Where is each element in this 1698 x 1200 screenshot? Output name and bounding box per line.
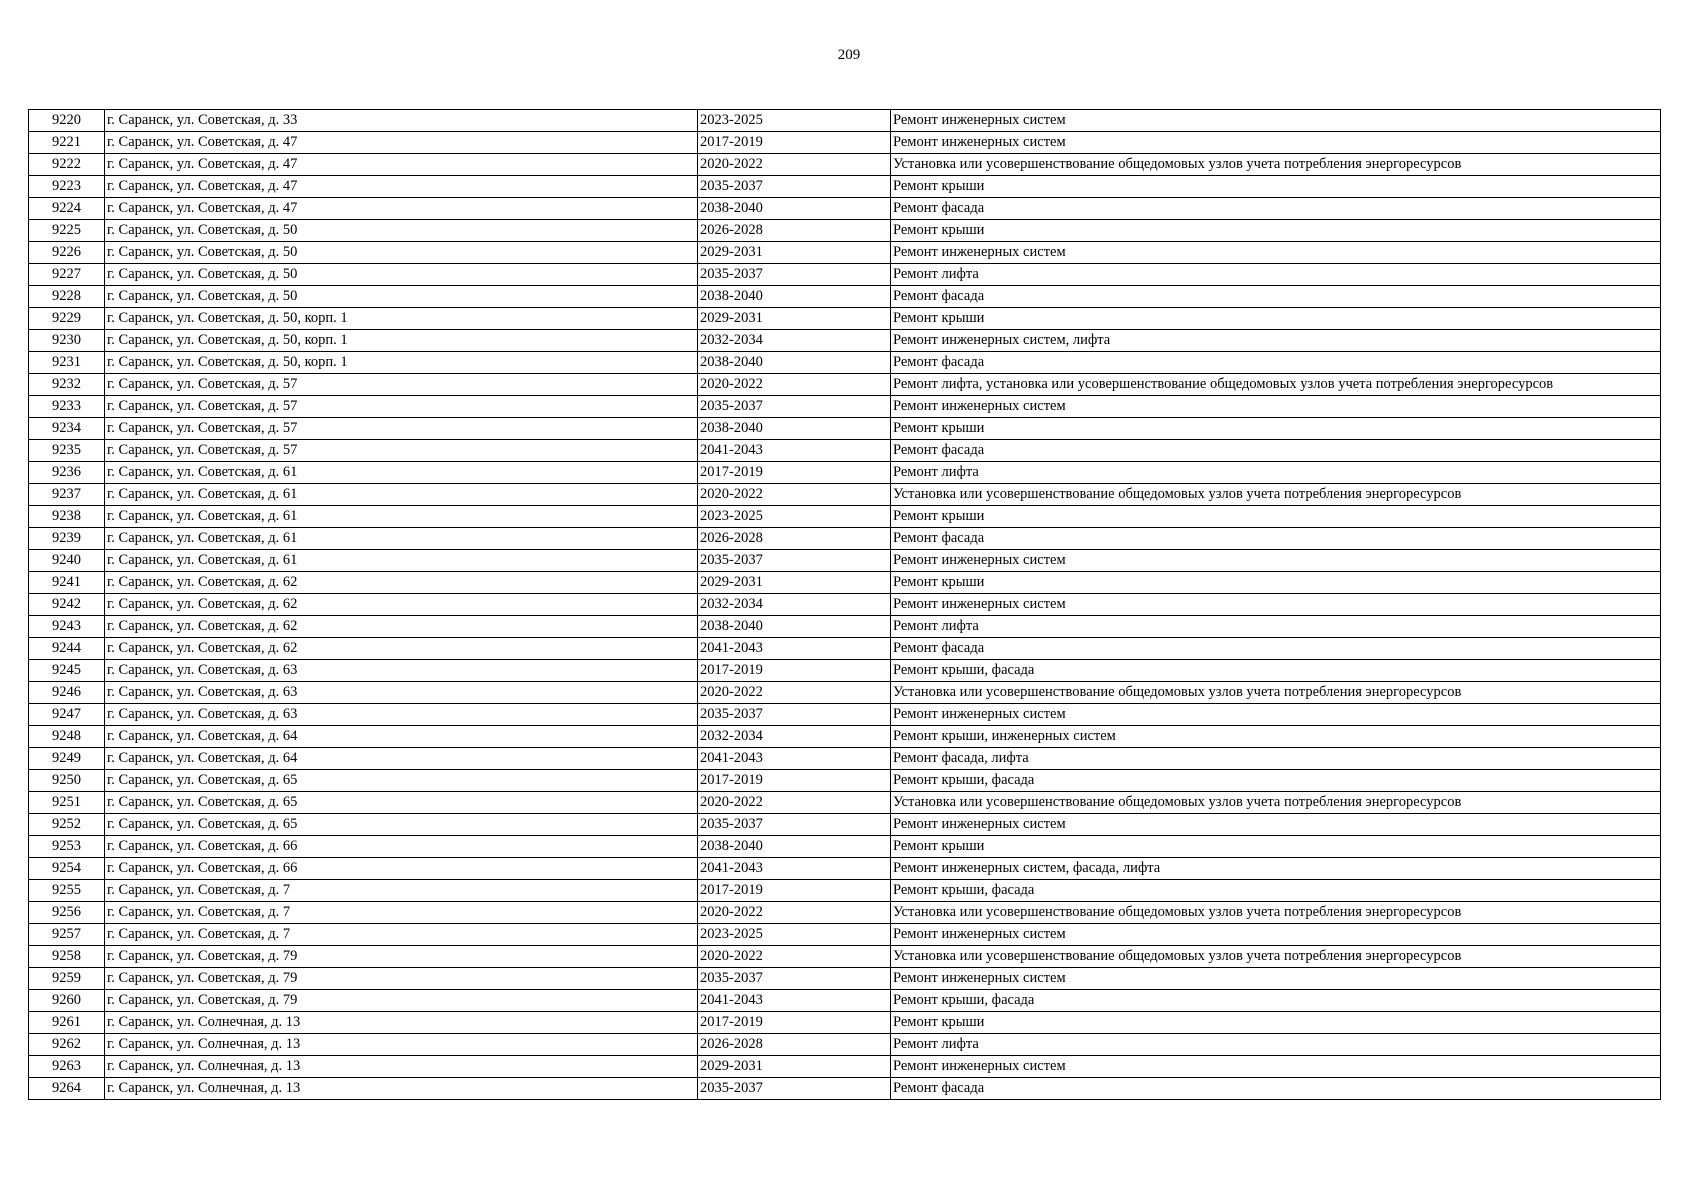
address-cell: г. Саранск, ул. Советская, д. 61 [105, 462, 698, 484]
table-row [29, 726, 1661, 748]
period-cell: 2026-2028 [698, 220, 891, 242]
work-type-cell: Ремонт инженерных систем [891, 242, 1661, 264]
address-cell: г. Саранск, ул. Советская, д. 66 [105, 836, 698, 858]
period-cell: 2041-2043 [698, 638, 891, 660]
table-row [29, 154, 1661, 176]
work-type-cell: Ремонт фасада [891, 286, 1661, 308]
table-row [29, 572, 1661, 594]
table-row [29, 814, 1661, 836]
period-cell: 2038-2040 [698, 836, 891, 858]
table-row [29, 792, 1661, 814]
table-row [29, 924, 1661, 946]
address-cell: г. Саранск, ул. Советская, д. 66 [105, 858, 698, 880]
work-type-cell: Ремонт фасада [891, 638, 1661, 660]
address-cell: г. Саранск, ул. Советская, д. 65 [105, 770, 698, 792]
work-type-cell: Ремонт крыши [891, 220, 1661, 242]
work-type-cell: Ремонт инженерных систем [891, 704, 1661, 726]
row-number-cell: 9231 [29, 352, 105, 374]
work-type-cell: Ремонт крыши [891, 1012, 1661, 1034]
work-type-cell: Ремонт инженерных систем [891, 968, 1661, 990]
work-type-cell: Ремонт крыши [891, 176, 1661, 198]
period-cell: 2020-2022 [698, 154, 891, 176]
address-cell: г. Саранск, ул. Советская, д. 57 [105, 440, 698, 462]
work-type-cell: Ремонт фасада [891, 1078, 1661, 1100]
address-cell: г. Саранск, ул. Советская, д. 61 [105, 528, 698, 550]
table-row [29, 176, 1661, 198]
row-number-cell: 9244 [29, 638, 105, 660]
table-row [29, 1034, 1661, 1056]
period-cell: 2020-2022 [698, 792, 891, 814]
address-cell: г. Саранск, ул. Советская, д. 63 [105, 682, 698, 704]
table-row [29, 308, 1661, 330]
address-cell: г. Саранск, ул. Советская, д. 50 [105, 264, 698, 286]
row-number-cell: 9263 [29, 1056, 105, 1078]
work-type-cell: Ремонт фасада [891, 198, 1661, 220]
period-cell: 2041-2043 [698, 748, 891, 770]
table-row [29, 462, 1661, 484]
period-cell: 2032-2034 [698, 594, 891, 616]
table-row [29, 264, 1661, 286]
address-cell: г. Саранск, ул. Советская, д. 50, корп. 1 [105, 330, 698, 352]
table-row [29, 616, 1661, 638]
period-cell: 2020-2022 [698, 902, 891, 924]
table-row [29, 770, 1661, 792]
table-row [29, 704, 1661, 726]
table-row [29, 484, 1661, 506]
table-row [29, 110, 1661, 132]
period-cell: 2029-2031 [698, 1056, 891, 1078]
row-number-cell: 9241 [29, 572, 105, 594]
work-type-cell: Ремонт фасада, лифта [891, 748, 1661, 770]
period-cell: 2029-2031 [698, 242, 891, 264]
row-number-cell: 9249 [29, 748, 105, 770]
period-cell: 2041-2043 [698, 990, 891, 1012]
table-row [29, 440, 1661, 462]
period-cell: 2023-2025 [698, 110, 891, 132]
address-cell: г. Саранск, ул. Советская, д. 50 [105, 220, 698, 242]
row-number-cell: 9237 [29, 484, 105, 506]
row-number-cell: 9240 [29, 550, 105, 572]
address-cell: г. Саранск, ул. Советская, д. 62 [105, 638, 698, 660]
work-type-cell: Ремонт лифта [891, 462, 1661, 484]
address-cell: г. Саранск, ул. Советская, д. 50 [105, 242, 698, 264]
row-number-cell: 9236 [29, 462, 105, 484]
table-row [29, 990, 1661, 1012]
work-type-cell: Ремонт инженерных систем, фасада, лифта [891, 858, 1661, 880]
period-cell: 2032-2034 [698, 330, 891, 352]
page-number: 209 [837, 47, 861, 63]
period-cell: 2038-2040 [698, 198, 891, 220]
table-row [29, 638, 1661, 660]
table-row [29, 946, 1661, 968]
work-type-cell: Ремонт крыши [891, 836, 1661, 858]
period-cell: 2038-2040 [698, 286, 891, 308]
table-row [29, 1078, 1661, 1100]
address-cell: г. Саранск, ул. Советская, д. 79 [105, 968, 698, 990]
row-number-cell: 9222 [29, 154, 105, 176]
work-type-cell: Ремонт лифта, установка или усовершенствование общедомовых узлов учета потребления энергоресурсов [891, 374, 1661, 396]
period-cell: 2038-2040 [698, 352, 891, 374]
work-type-cell: Ремонт инженерных систем [891, 1056, 1661, 1078]
row-number-cell: 9250 [29, 770, 105, 792]
table-row [29, 858, 1661, 880]
address-cell: г. Саранск, ул. Советская, д. 61 [105, 484, 698, 506]
work-type-cell: Установка или усовершенствование общедомовых узлов учета потребления энергоресурсов [891, 946, 1661, 968]
work-type-cell: Ремонт крыши [891, 506, 1661, 528]
table-row [29, 902, 1661, 924]
work-type-cell: Ремонт крыши, фасада [891, 880, 1661, 902]
address-cell: г. Саранск, ул. Советская, д. 7 [105, 902, 698, 924]
work-type-cell: Установка или усовершенствование общедомовых узлов учета потребления энергоресурсов [891, 154, 1661, 176]
row-number-cell: 9229 [29, 308, 105, 330]
row-number-cell: 9264 [29, 1078, 105, 1100]
address-cell: г. Саранск, ул. Советская, д. 47 [105, 198, 698, 220]
table-row [29, 968, 1661, 990]
row-number-cell: 9223 [29, 176, 105, 198]
repair-schedule-table [28, 109, 1661, 1100]
period-cell: 2041-2043 [698, 440, 891, 462]
address-cell: г. Саранск, ул. Советская, д. 65 [105, 814, 698, 836]
address-cell: г. Саранск, ул. Советская, д. 50, корп. 1 [105, 308, 698, 330]
row-number-cell: 9259 [29, 968, 105, 990]
row-number-cell: 9262 [29, 1034, 105, 1056]
table-row [29, 506, 1661, 528]
row-number-cell: 9253 [29, 836, 105, 858]
address-cell: г. Саранск, ул. Советская, д. 50, корп. 1 [105, 352, 698, 374]
period-cell: 2017-2019 [698, 462, 891, 484]
period-cell: 2029-2031 [698, 572, 891, 594]
row-number-cell: 9248 [29, 726, 105, 748]
table-row [29, 330, 1661, 352]
period-cell: 2035-2037 [698, 704, 891, 726]
row-number-cell: 9226 [29, 242, 105, 264]
table-row [29, 550, 1661, 572]
period-cell: 2029-2031 [698, 308, 891, 330]
address-cell: г. Саранск, ул. Советская, д. 61 [105, 550, 698, 572]
address-cell: г. Саранск, ул. Советская, д. 61 [105, 506, 698, 528]
row-number-cell: 9225 [29, 220, 105, 242]
period-cell: 2041-2043 [698, 858, 891, 880]
period-cell: 2032-2034 [698, 726, 891, 748]
period-cell: 2035-2037 [698, 176, 891, 198]
work-type-cell: Ремонт лифта [891, 616, 1661, 638]
work-type-cell: Ремонт инженерных систем [891, 110, 1661, 132]
row-number-cell: 9232 [29, 374, 105, 396]
row-number-cell: 9261 [29, 1012, 105, 1034]
table-row [29, 748, 1661, 770]
work-type-cell: Ремонт крыши, фасада [891, 990, 1661, 1012]
work-type-cell: Ремонт крыши, фасада [891, 660, 1661, 682]
table-row [29, 836, 1661, 858]
address-cell: г. Саранск, ул. Советская, д. 47 [105, 132, 698, 154]
table-row [29, 220, 1661, 242]
period-cell: 2035-2037 [698, 550, 891, 572]
work-type-cell: Ремонт крыши [891, 308, 1661, 330]
address-cell: г. Саранск, ул. Советская, д. 7 [105, 880, 698, 902]
address-cell: г. Саранск, ул. Солнечная, д. 13 [105, 1078, 698, 1100]
work-type-cell: Ремонт инженерных систем [891, 594, 1661, 616]
period-cell: 2035-2037 [698, 1078, 891, 1100]
table-row [29, 682, 1661, 704]
address-cell: г. Саранск, ул. Советская, д. 62 [105, 572, 698, 594]
row-number-cell: 9220 [29, 110, 105, 132]
address-cell: г. Саранск, ул. Советская, д. 79 [105, 990, 698, 1012]
table-row [29, 198, 1661, 220]
work-type-cell: Установка или усовершенствование общедомовых узлов учета потребления энергоресурсов [891, 792, 1661, 814]
work-type-cell: Ремонт лифта [891, 264, 1661, 286]
row-number-cell: 9234 [29, 418, 105, 440]
row-number-cell: 9255 [29, 880, 105, 902]
work-type-cell: Ремонт фасада [891, 352, 1661, 374]
table-row [29, 1012, 1661, 1034]
period-cell: 2017-2019 [698, 880, 891, 902]
address-cell: г. Саранск, ул. Советская, д. 63 [105, 660, 698, 682]
period-cell: 2020-2022 [698, 374, 891, 396]
address-cell: г. Саранск, ул. Советская, д. 64 [105, 726, 698, 748]
work-type-cell: Установка или усовершенствование общедомовых узлов учета потребления энергоресурсов [891, 484, 1661, 506]
address-cell: г. Саранск, ул. Советская, д. 62 [105, 594, 698, 616]
address-cell: г. Саранск, ул. Советская, д. 7 [105, 924, 698, 946]
work-type-cell: Ремонт инженерных систем [891, 924, 1661, 946]
table-row [29, 660, 1661, 682]
work-type-cell: Ремонт крыши, инженерных систем [891, 726, 1661, 748]
row-number-cell: 9243 [29, 616, 105, 638]
row-number-cell: 9258 [29, 946, 105, 968]
period-cell: 2020-2022 [698, 682, 891, 704]
row-number-cell: 9242 [29, 594, 105, 616]
row-number-cell: 9260 [29, 990, 105, 1012]
work-type-cell: Ремонт инженерных систем, лифта [891, 330, 1661, 352]
work-type-cell: Ремонт инженерных систем [891, 814, 1661, 836]
row-number-cell: 9256 [29, 902, 105, 924]
period-cell: 2023-2025 [698, 924, 891, 946]
period-cell: 2038-2040 [698, 616, 891, 638]
row-number-cell: 9230 [29, 330, 105, 352]
table-row [29, 396, 1661, 418]
work-type-cell: Ремонт лифта [891, 1034, 1661, 1056]
work-type-cell: Ремонт инженерных систем [891, 550, 1661, 572]
row-number-cell: 9239 [29, 528, 105, 550]
period-cell: 2035-2037 [698, 396, 891, 418]
period-cell: 2017-2019 [698, 660, 891, 682]
row-number-cell: 9254 [29, 858, 105, 880]
period-cell: 2017-2019 [698, 132, 891, 154]
row-number-cell: 9238 [29, 506, 105, 528]
address-cell: г. Саранск, ул. Советская, д. 63 [105, 704, 698, 726]
row-number-cell: 9252 [29, 814, 105, 836]
address-cell: г. Саранск, ул. Советская, д. 65 [105, 792, 698, 814]
period-cell: 2026-2028 [698, 528, 891, 550]
table-row [29, 1056, 1661, 1078]
period-cell: 2035-2037 [698, 264, 891, 286]
row-number-cell: 9235 [29, 440, 105, 462]
work-type-cell: Ремонт инженерных систем [891, 132, 1661, 154]
address-cell: г. Саранск, ул. Солнечная, д. 13 [105, 1034, 698, 1056]
row-number-cell: 9221 [29, 132, 105, 154]
address-cell: г. Саранск, ул. Советская, д. 57 [105, 374, 698, 396]
row-number-cell: 9247 [29, 704, 105, 726]
work-type-cell: Ремонт инженерных систем [891, 396, 1661, 418]
work-type-cell: Установка или усовершенствование общедомовых узлов учета потребления энергоресурсов [891, 902, 1661, 924]
work-type-cell: Ремонт фасада [891, 440, 1661, 462]
row-number-cell: 9233 [29, 396, 105, 418]
period-cell: 2038-2040 [698, 418, 891, 440]
work-type-cell: Установка или усовершенствование общедомовых узлов учета потребления энергоресурсов [891, 682, 1661, 704]
table-row [29, 594, 1661, 616]
table-row [29, 242, 1661, 264]
period-cell: 2020-2022 [698, 946, 891, 968]
work-type-cell: Ремонт крыши [891, 418, 1661, 440]
period-cell: 2026-2028 [698, 1034, 891, 1056]
row-number-cell: 9224 [29, 198, 105, 220]
table-row [29, 528, 1661, 550]
table-body [29, 110, 1661, 1100]
row-number-cell: 9228 [29, 286, 105, 308]
period-cell: 2017-2019 [698, 770, 891, 792]
table-row [29, 286, 1661, 308]
period-cell: 2035-2037 [698, 968, 891, 990]
address-cell: г. Саранск, ул. Солнечная, д. 13 [105, 1056, 698, 1078]
address-cell: г. Саранск, ул. Советская, д. 47 [105, 176, 698, 198]
address-cell: г. Саранск, ул. Советская, д. 64 [105, 748, 698, 770]
row-number-cell: 9251 [29, 792, 105, 814]
row-number-cell: 9246 [29, 682, 105, 704]
address-cell: г. Саранск, ул. Советская, д. 79 [105, 946, 698, 968]
table-row [29, 132, 1661, 154]
work-type-cell: Ремонт крыши [891, 572, 1661, 594]
address-cell: г. Саранск, ул. Солнечная, д. 13 [105, 1012, 698, 1034]
period-cell: 2020-2022 [698, 484, 891, 506]
row-number-cell: 9257 [29, 924, 105, 946]
address-cell: г. Саранск, ул. Советская, д. 33 [105, 110, 698, 132]
row-number-cell: 9227 [29, 264, 105, 286]
work-type-cell: Ремонт фасада [891, 528, 1661, 550]
address-cell: г. Саранск, ул. Советская, д. 47 [105, 154, 698, 176]
period-cell: 2035-2037 [698, 814, 891, 836]
table-row [29, 374, 1661, 396]
work-type-cell: Ремонт крыши, фасада [891, 770, 1661, 792]
address-cell: г. Саранск, ул. Советская, д. 57 [105, 396, 698, 418]
table-row [29, 352, 1661, 374]
table-row [29, 880, 1661, 902]
address-cell: г. Саранск, ул. Советская, д. 50 [105, 286, 698, 308]
table-row [29, 418, 1661, 440]
period-cell: 2023-2025 [698, 506, 891, 528]
row-number-cell: 9245 [29, 660, 105, 682]
address-cell: г. Саранск, ул. Советская, д. 57 [105, 418, 698, 440]
period-cell: 2017-2019 [698, 1012, 891, 1034]
address-cell: г. Саранск, ул. Советская, д. 62 [105, 616, 698, 638]
